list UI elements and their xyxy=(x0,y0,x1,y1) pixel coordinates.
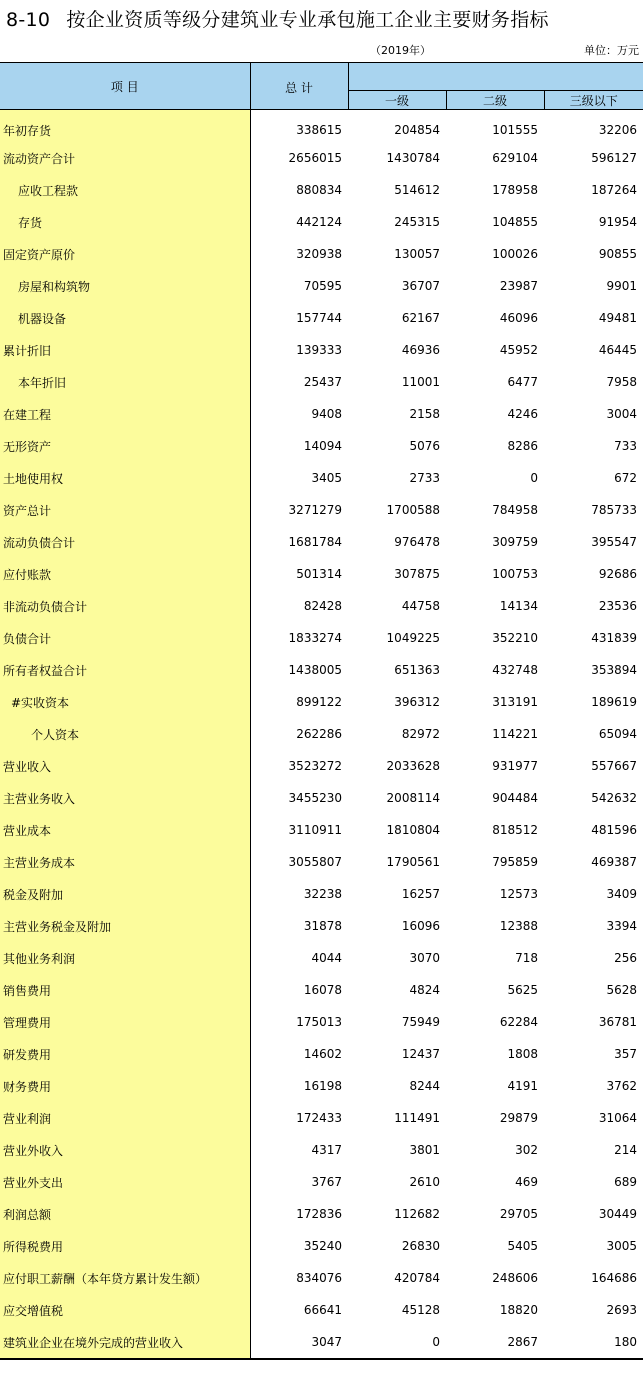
row-label: 年初存货 xyxy=(0,110,250,143)
cell-level3: 557667 xyxy=(591,759,638,773)
cell-level2: 629104 xyxy=(492,151,538,165)
table-row xyxy=(0,686,643,718)
cell-level1: 8244 xyxy=(409,1079,440,1093)
table-row xyxy=(0,1134,643,1166)
cell-level2: 818512 xyxy=(492,823,538,837)
cell-total: 2656015 xyxy=(288,151,342,165)
cell-level1: 62167 xyxy=(401,311,440,325)
cell-level1: 245315 xyxy=(394,215,440,229)
cell-level3: 3004 xyxy=(606,407,638,421)
cell-level1: 651363 xyxy=(394,663,440,677)
cell-total: 1681784 xyxy=(288,535,342,549)
cell-total: 82428 xyxy=(303,599,342,613)
row-label: 主营业务收入 xyxy=(0,782,250,814)
cell-total: 9408 xyxy=(311,407,342,421)
cell-level2: 23987 xyxy=(499,279,538,293)
table-title xyxy=(6,5,549,32)
cell-level3: 30449 xyxy=(598,1207,638,1221)
cell-level3: 187264 xyxy=(591,183,638,197)
cell-level1: 2033628 xyxy=(386,759,440,773)
cell-level2: 101555 xyxy=(492,123,538,137)
cell-level3: 32206 xyxy=(598,123,638,137)
cell-level1: 112682 xyxy=(394,1207,440,1221)
table-row xyxy=(0,974,643,1006)
row-label: 非流动负债合计 xyxy=(0,590,250,622)
cell-level3: 256 xyxy=(614,951,638,965)
cell-level1: 5076 xyxy=(409,439,440,453)
table-row xyxy=(0,878,643,910)
table-row xyxy=(0,942,643,974)
row-label: 房屋和构筑物 xyxy=(0,270,250,302)
row-label: 所有者权益合计 xyxy=(0,654,250,686)
cell-total: 139333 xyxy=(296,343,342,357)
cell-level2: 302 xyxy=(515,1143,538,1157)
table-row xyxy=(0,782,643,814)
cell-total: 3047 xyxy=(250,1326,348,1359)
table-row xyxy=(0,1294,643,1326)
cell-level1: 46936 xyxy=(401,343,440,357)
cell-level2: 313191 xyxy=(492,695,538,709)
financial-indicators-table xyxy=(0,62,643,1360)
table-row xyxy=(0,846,643,878)
table-row xyxy=(0,910,643,942)
cell-total: 175013 xyxy=(296,1015,342,1029)
cell-level3: 49481 xyxy=(598,311,638,325)
row-label: 其他业务利润 xyxy=(0,942,250,974)
cell-level2: 2867 xyxy=(446,1326,544,1359)
cell-total: 172433 xyxy=(296,1111,342,1125)
cell-total: 262286 xyxy=(296,727,342,741)
table-row xyxy=(0,238,643,270)
cell-level1: 307875 xyxy=(394,567,440,581)
row-label: 应收工程款 xyxy=(0,174,250,206)
cell-level3: 31064 xyxy=(598,1111,638,1125)
cell-level1: 976478 xyxy=(394,535,440,549)
cell-level1: 36707 xyxy=(401,279,440,293)
cell-total: 3767 xyxy=(311,1175,342,1189)
table-body xyxy=(0,110,643,1360)
cell-total: 338615 xyxy=(296,123,342,137)
cell-level3: 357 xyxy=(614,1047,638,1061)
cell-level3: 5628 xyxy=(606,983,638,997)
cell-level3: 36781 xyxy=(598,1015,638,1029)
cell-level2: 795859 xyxy=(492,855,538,869)
header-level3: 三级以下 xyxy=(544,91,643,110)
table-row xyxy=(0,302,643,334)
cell-level1: 16257 xyxy=(401,887,440,901)
header-grade-group xyxy=(348,63,643,91)
row-label: 本年折旧 xyxy=(0,366,250,398)
table-row xyxy=(0,1230,643,1262)
cell-level3: 189619 xyxy=(591,695,638,709)
header-total: 总 计 xyxy=(250,63,348,110)
cell-level2: 8286 xyxy=(507,439,538,453)
cell-level3: 733 xyxy=(614,439,638,453)
cell-total: 834076 xyxy=(296,1271,342,1285)
cell-level2: 18820 xyxy=(499,1303,538,1317)
table-row xyxy=(0,334,643,366)
cell-level3: 180 xyxy=(544,1326,643,1359)
cell-level3: 164686 xyxy=(591,1271,638,1285)
cell-level2: 6477 xyxy=(507,375,538,389)
cell-level2: 178958 xyxy=(492,183,538,197)
cell-level1: 111491 xyxy=(394,1111,440,1125)
cell-level3: 65094 xyxy=(598,727,638,741)
cell-level2: 100026 xyxy=(492,247,538,261)
cell-level2: 46096 xyxy=(499,311,538,325)
cell-level3: 7958 xyxy=(606,375,638,389)
row-label: 主营业务税金及附加 xyxy=(0,910,250,942)
table-row xyxy=(0,718,643,750)
cell-level3: 90855 xyxy=(598,247,638,261)
cell-total: 3110911 xyxy=(288,823,342,837)
table-row xyxy=(0,1102,643,1134)
cell-level3: 431839 xyxy=(591,631,638,645)
header-item: 项 目 xyxy=(0,63,250,110)
table-row xyxy=(0,1166,643,1198)
cell-level1: 82972 xyxy=(401,727,440,741)
row-label: 营业收入 xyxy=(0,750,250,782)
cell-total: 14602 xyxy=(303,1047,342,1061)
cell-level1: 396312 xyxy=(394,695,440,709)
cell-level1: 420784 xyxy=(394,1271,440,1285)
row-label: 固定资产原价 xyxy=(0,238,250,270)
cell-level2: 4246 xyxy=(507,407,538,421)
cell-level3: 3005 xyxy=(606,1239,638,1253)
cell-level3: 689 xyxy=(614,1175,638,1189)
table-row xyxy=(0,110,643,143)
cell-level2: 45952 xyxy=(499,343,538,357)
cell-level1: 16096 xyxy=(401,919,440,933)
cell-level2: 784958 xyxy=(492,503,538,517)
table-row xyxy=(0,558,643,590)
cell-total: 14094 xyxy=(303,439,342,453)
cell-level1: 26830 xyxy=(401,1239,440,1253)
cell-level3: 596127 xyxy=(591,151,638,165)
cell-level1: 1790561 xyxy=(386,855,440,869)
cell-level2: 12573 xyxy=(499,887,538,901)
cell-level1: 1049225 xyxy=(386,631,440,645)
row-label: 营业利润 xyxy=(0,1102,250,1134)
row-label: 机器设备 xyxy=(0,302,250,334)
cell-level3: 46445 xyxy=(598,343,638,357)
cell-level1: 204854 xyxy=(394,123,440,137)
cell-level2: 62284 xyxy=(499,1015,538,1029)
cell-level2: 309759 xyxy=(492,535,538,549)
table-header xyxy=(0,63,643,110)
row-label: 营业外收入 xyxy=(0,1134,250,1166)
row-label: 销售费用 xyxy=(0,974,250,1006)
cell-level1: 4824 xyxy=(409,983,440,997)
row-label: 建筑业企业在境外完成的营业收入 xyxy=(0,1326,250,1359)
cell-total: 501314 xyxy=(296,567,342,581)
table-row xyxy=(0,398,643,430)
cell-level1: 2158 xyxy=(409,407,440,421)
cell-total: 66641 xyxy=(303,1303,342,1317)
cell-level1: 1810804 xyxy=(386,823,440,837)
row-label: 资产总计 xyxy=(0,494,250,526)
cell-level1: 514612 xyxy=(394,183,440,197)
cell-total: 32238 xyxy=(303,887,342,901)
row-label: 税金及附加 xyxy=(0,878,250,910)
row-label: 管理费用 xyxy=(0,1006,250,1038)
cell-level1: 1700588 xyxy=(386,503,440,517)
table-row xyxy=(0,366,643,398)
cell-level1: 3801 xyxy=(409,1143,440,1157)
row-label: 利润总额 xyxy=(0,1198,250,1230)
table-title-text: 按企业资质等级分建筑业专业承包施工企业主要财务指标 xyxy=(66,9,549,31)
cell-level1: 2008114 xyxy=(386,791,440,805)
table-row xyxy=(0,1070,643,1102)
cell-level3: 785733 xyxy=(591,503,638,517)
row-label: 财务费用 xyxy=(0,1070,250,1102)
cell-level1: 130057 xyxy=(394,247,440,261)
cell-total: 1833274 xyxy=(288,631,342,645)
table-row xyxy=(0,270,643,302)
cell-level1: 44758 xyxy=(401,599,440,613)
table-row xyxy=(0,526,643,558)
cell-level2: 248606 xyxy=(492,1271,538,1285)
cell-total: 172836 xyxy=(296,1207,342,1221)
cell-total: 4044 xyxy=(311,951,342,965)
row-label: 流动资产合计 xyxy=(0,142,250,174)
cell-level2: 100753 xyxy=(492,567,538,581)
row-label: 研发费用 xyxy=(0,1038,250,1070)
table-row xyxy=(0,430,643,462)
table-row xyxy=(0,1006,643,1038)
cell-level2: 5625 xyxy=(507,983,538,997)
row-label: 应付账款 xyxy=(0,558,250,590)
cell-level3: 9901 xyxy=(606,279,638,293)
cell-level2: 469 xyxy=(515,1175,538,1189)
cell-level3: 481596 xyxy=(591,823,638,837)
cell-total: 31878 xyxy=(303,919,342,933)
row-label: 在建工程 xyxy=(0,398,250,430)
header-level2: 二级 xyxy=(446,91,544,110)
table-number: 8-10 xyxy=(6,9,51,31)
cell-level2: 1808 xyxy=(507,1047,538,1061)
cell-total: 880834 xyxy=(296,183,342,197)
cell-level2: 931977 xyxy=(492,759,538,773)
cell-level1: 12437 xyxy=(401,1047,440,1061)
cell-level1: 2733 xyxy=(409,471,440,485)
cell-level3: 2693 xyxy=(606,1303,638,1317)
unit-note: 单位：万元 xyxy=(584,44,639,57)
cell-level1: 0 xyxy=(348,1326,446,1359)
cell-total: 3455230 xyxy=(288,791,342,805)
cell-total: 157744 xyxy=(296,311,342,325)
cell-total: 442124 xyxy=(296,215,342,229)
cell-total: 3055807 xyxy=(288,855,342,869)
cell-level3: 469387 xyxy=(591,855,638,869)
cell-level3: 91954 xyxy=(598,215,638,229)
cell-total: 3271279 xyxy=(288,503,342,517)
row-label: 所得税费用 xyxy=(0,1230,250,1262)
cell-total: 3523272 xyxy=(288,759,342,773)
table-row xyxy=(0,814,643,846)
cell-level3: 23536 xyxy=(598,599,638,613)
table-row xyxy=(0,462,643,494)
cell-level3: 214 xyxy=(614,1143,638,1157)
cell-level3: 672 xyxy=(614,471,638,485)
cell-level3: 353894 xyxy=(591,663,638,677)
cell-level3: 92686 xyxy=(598,567,638,581)
cell-level1: 11001 xyxy=(401,375,440,389)
table-row xyxy=(0,494,643,526)
table-row xyxy=(0,1038,643,1070)
row-label: 营业外支出 xyxy=(0,1166,250,1198)
cell-level2: 904484 xyxy=(492,791,538,805)
cell-total: 70595 xyxy=(303,279,342,293)
cell-level1: 45128 xyxy=(401,1303,440,1317)
cell-level2: 5405 xyxy=(507,1239,538,1253)
table-row xyxy=(0,590,643,622)
cell-total: 1438005 xyxy=(288,663,342,677)
cell-level2: 29879 xyxy=(499,1111,538,1125)
row-label: 流动负债合计 xyxy=(0,526,250,558)
cell-level2: 352210 xyxy=(492,631,538,645)
table-row xyxy=(0,654,643,686)
cell-level3: 542632 xyxy=(591,791,638,805)
table-row xyxy=(0,1262,643,1294)
table-row xyxy=(0,174,643,206)
table-row xyxy=(0,1198,643,1230)
cell-level3: 3394 xyxy=(606,919,638,933)
cell-total: 35240 xyxy=(303,1239,342,1253)
table-row xyxy=(0,142,643,174)
row-label: 个人资本 xyxy=(0,718,250,750)
row-label: 主营业务成本 xyxy=(0,846,250,878)
cell-level2: 432748 xyxy=(492,663,538,677)
cell-level2: 29705 xyxy=(499,1207,538,1221)
cell-total: 4317 xyxy=(311,1143,342,1157)
table-row xyxy=(0,750,643,782)
cell-level2: 14134 xyxy=(499,599,538,613)
row-label: 无形资产 xyxy=(0,430,250,462)
cell-total: 16198 xyxy=(303,1079,342,1093)
cell-level2: 12388 xyxy=(499,919,538,933)
cell-total: 25437 xyxy=(303,375,342,389)
cell-level3: 3762 xyxy=(606,1079,638,1093)
table-row xyxy=(0,1326,643,1359)
cell-level1: 1430784 xyxy=(386,151,440,165)
cell-total: 3405 xyxy=(311,471,342,485)
row-label: 应付职工薪酬（本年贷方累计发生额） xyxy=(0,1262,250,1294)
cell-level2: 114221 xyxy=(492,727,538,741)
cell-level3: 3409 xyxy=(606,887,638,901)
row-label: 应交增值税 xyxy=(0,1294,250,1326)
year-note: （2019年） xyxy=(370,44,431,57)
cell-level2: 718 xyxy=(515,951,538,965)
cell-level1: 2610 xyxy=(409,1175,440,1189)
table-row xyxy=(0,622,643,654)
row-label: 土地使用权 xyxy=(0,462,250,494)
cell-level3: 395547 xyxy=(591,535,638,549)
cell-total: 320938 xyxy=(296,247,342,261)
row-label: 存货 xyxy=(0,206,250,238)
cell-level1: 75949 xyxy=(401,1015,440,1029)
cell-level2: 104855 xyxy=(492,215,538,229)
row-label: 累计折旧 xyxy=(0,334,250,366)
header-level1: 一级 xyxy=(348,91,446,110)
row-label: 营业成本 xyxy=(0,814,250,846)
table-row xyxy=(0,206,643,238)
cell-total: 899122 xyxy=(296,695,342,709)
row-label: 负债合计 xyxy=(0,622,250,654)
cell-total: 16078 xyxy=(303,983,342,997)
cell-level2: 4191 xyxy=(507,1079,538,1093)
row-label: #实收资本 xyxy=(0,686,250,718)
cell-level1: 3070 xyxy=(409,951,440,965)
cell-level2: 0 xyxy=(530,471,538,485)
